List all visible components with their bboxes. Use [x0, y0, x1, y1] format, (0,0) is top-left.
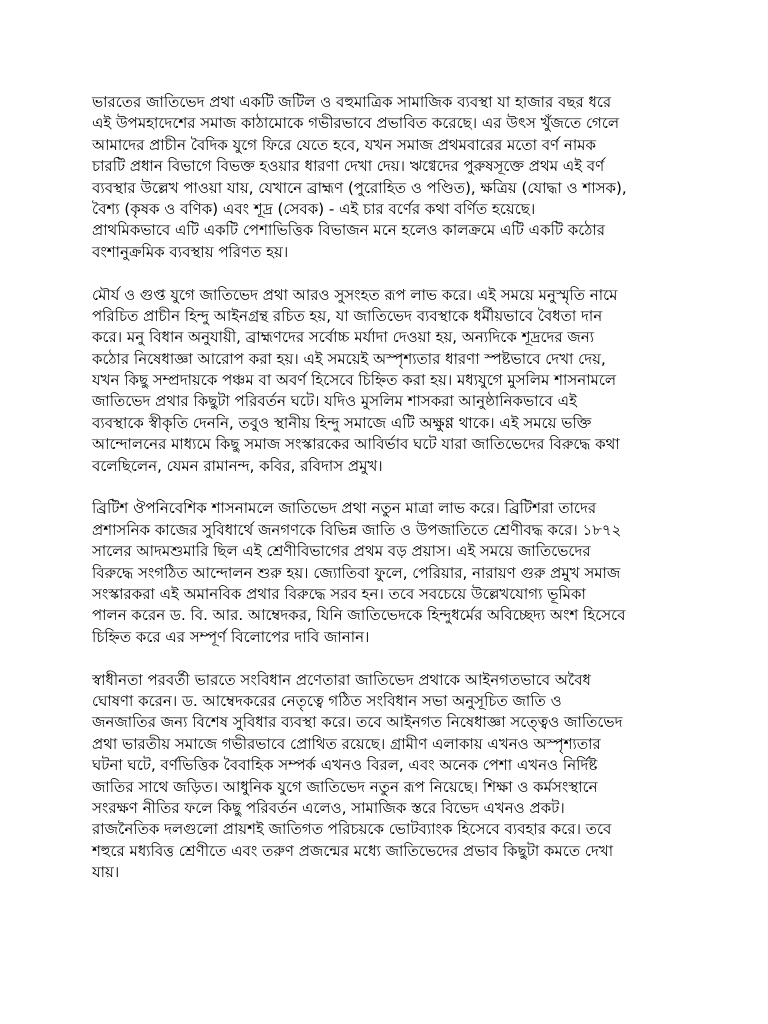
text-line: ঘোষণা করেন। ড. আম্বেদকরের নেতৃত্বে গঠিত সংবিধান সভা অনুসূচিত জাতি ও — [92, 691, 562, 710]
text-line: প্রাথমিকভাবে এটি একটি পেশাভিত্তিক বিভাজন মনে হলেও কালক্রমে এটি একটি কঠোর — [92, 221, 605, 240]
text-line: জাতির সাথে জড়িত। আধুনিক যুগে জাতিভেদ নতুন রূপ নিয়েছে। শিক্ষা ও কর্মসংস্থানে — [92, 777, 598, 796]
document-body — [92, 92, 692, 883]
paragraph-3 — [92, 498, 692, 648]
text-line: ব্রিটিশ ঔপনিবেশিক শাসনামলে জাতিভেদ প্রথা নতুন মাত্রা লাভ করে। ব্রিটিশরা তাদের — [92, 499, 597, 518]
text-line: শহুরে মধ্যবিত্ত শ্রেণীতে এবং তরুণ প্রজন্মের মধ্যে জাতিভেদের প্রভাব কিছুটা কমতে দেখা — [92, 841, 614, 860]
text-line: আন্দোলনের মাধ্যমে কিছু সমাজ সংস্কারকের আবির্ভাব ঘটে যারা জাতিভেদের বিরুদ্ধে কথা — [92, 435, 620, 454]
paragraph-spacer — [92, 648, 692, 669]
text-line: সালের আদমশুমারি ছিল এই শ্রেণীবিভাগের প্রথম বড় প্রয়াস। এই সময়ে জাতিভেদের — [92, 542, 591, 561]
text-line: কঠোর নিষেধাজ্ঞা আরোপ করা হয়। এই সময়েই অস্পৃশ্যতার ধারণা স্পষ্টভাবে দেখা দেয়, — [92, 349, 606, 368]
text-line: করে। মনু বিধান অনুযায়ী, ব্রাহ্মণদের সর্বোচ্চ মর্যাদা দেওয়া হয়, অন্যদিকে শূদ্রদের জন্য — [92, 328, 595, 347]
paragraph-spacer — [92, 477, 692, 498]
text-line: যায়। — [92, 863, 120, 882]
text-line: ভারতের জাতিভেদ প্রথা একটি জটিল ও বহুমাত্রিক সামাজিক ব্যবস্থা যা হাজার বছর ধরে — [92, 93, 612, 111]
text-line: প্রথা ভারতীয় সমাজে গভীরভাবে প্রোথিত রয়েছে। গ্রামীণ এলাকায় এখনও অস্পৃশ্যতার — [92, 734, 601, 753]
text-line: আমাদের প্রাচীন বৈদিক যুগে ফিরে যেতে হবে, যখন সমাজ প্রথমবারের মতো বর্ণ নামক — [92, 135, 597, 154]
text-line: প্রশাসনিক কাজের সুবিধার্থে জনগণকে বিভিন্ন জাতি ও উপজাতিতে শ্রেণীবদ্ধ করে। ১৮৭২ — [92, 520, 622, 539]
text-line: রাজনৈতিক দলগুলো প্রায়শই জাতিগত পরিচয়কে ভোটব্যাংক হিসেবে ব্যবহার করে। তবে — [92, 820, 612, 839]
text-line: ব্যবস্থাকে স্বীকৃতি দেননি, তবুও স্থানীয় হিন্দু সমাজে এটি অক্ষুণ্ণ থাকে। এই সময়ে ভক্তি — [92, 413, 592, 432]
text-line: মৌর্য ও গুপ্ত যুগে জাতিভেদ প্রথা আরও সুসংহত রূপ লাভ করে। এই সময়ে মনুস্মৃতি নামে — [92, 285, 618, 304]
text-line: বৈশ্য (কৃষক ও বণিক) এবং শূদ্র (সেবক) - এই চার বর্ণের কথা বর্ণিত হয়েছে। — [92, 199, 536, 218]
text-line: জাতিভেদ প্রথার কিছুটা পরিবর্তন ঘটে। যদিও মুসলিম শাসকরা আনুষ্ঠানিকভাবে এই — [92, 392, 577, 411]
text-line: ব্যবস্থার উল্লেখ পাওয়া যায়, যেখানে ব্রাহ্মণ (পুরোহিত ও পণ্ডিত), ক্ষত্রিয় (যোদ্ধা ও শাসক), — [92, 178, 627, 197]
text-line: চিহ্নিত করে এর সম্পূর্ণ বিলোপের দাবি জানান। — [92, 627, 370, 646]
text-line: বিরুদ্ধে সংগঠিত আন্দোলন শুরু হয়। জ্যোতিবা ফুলে, পেরিয়ার, নারায়ণ গুরু প্রমুখ সমাজ — [92, 563, 621, 582]
text-line: যখন কিছু সম্প্রদায়কে পঞ্চম বা অবর্ণ হিসেবে চিহ্নিত করা হয়। মধ্যযুগে মুসলিম শাসনামলে — [92, 371, 617, 390]
text-line: সংরক্ষণ নীতির ফলে কিছু পরিবর্তন এলেও, সামাজিক স্তরে বিভেদ এখনও প্রকট। — [92, 798, 565, 817]
text-line: চারটি প্রধান বিভাগে বিভক্ত হওয়ার ধারণা দেখা দেয়। ঋগ্বেদের পুরুষসূক্তে প্রথম এই বর্ণ — [92, 157, 605, 176]
text-line: সংস্কারকরা এই অমানবিক প্রথার বিরুদ্ধে সরব হন। তবে সবচেয়ে উল্লেখযোগ্য ভূমিকা — [92, 584, 586, 603]
text-line: ঘটনা ঘটে, বর্ণভিত্তিক বৈবাহিক সম্পর্ক এখনও বিরল, এবং অনেক পেশা এখনও নির্দিষ্ট — [92, 756, 598, 775]
text-line: বংশানুক্রমিক ব্যবস্থায় পরিণত হয়। — [92, 242, 289, 261]
text-line: জনজাতির জন্য বিশেষ সুবিধার ব্যবস্থা করে। তবে আইনগত নিষেধাজ্ঞা সত্ত্বেও জাতিভেদ — [92, 713, 623, 732]
text-line: বলেছিলেন, যেমন রামানন্দ, কবির, রবিদাস প্রমুখ। — [92, 456, 383, 475]
text-line: পরিচিত প্রাচীন হিন্দু আইনগ্রন্থ রচিত হয়, যা জাতিভেদ ব্যবস্থাকে ধর্মীয়ভাবে বৈধতা দান — [92, 306, 603, 325]
paragraph-2 — [92, 285, 692, 478]
paragraph-4 — [92, 670, 692, 884]
text-line: এই উপমহাদেশের সমাজ কাঠামোকে গভীরভাবে প্রভাবিত করেছে। এর উৎস খুঁজতে গেলে — [92, 114, 620, 133]
text-line: পালন করেন ড. বি. আর. আম্বেদকর, যিনি জাতিভেদকে হিন্দুধর্মের অবিচ্ছেদ্য অংশ হিসেবে — [92, 606, 626, 625]
paragraph-1 — [92, 92, 692, 263]
paragraph-spacer — [92, 263, 692, 284]
text-line: স্বাধীনতা পরবর্তী ভারতে সংবিধান প্রণেতারা জাতিভেদ প্রথাকে আইনগতভাবে অবৈধ — [92, 670, 591, 689]
